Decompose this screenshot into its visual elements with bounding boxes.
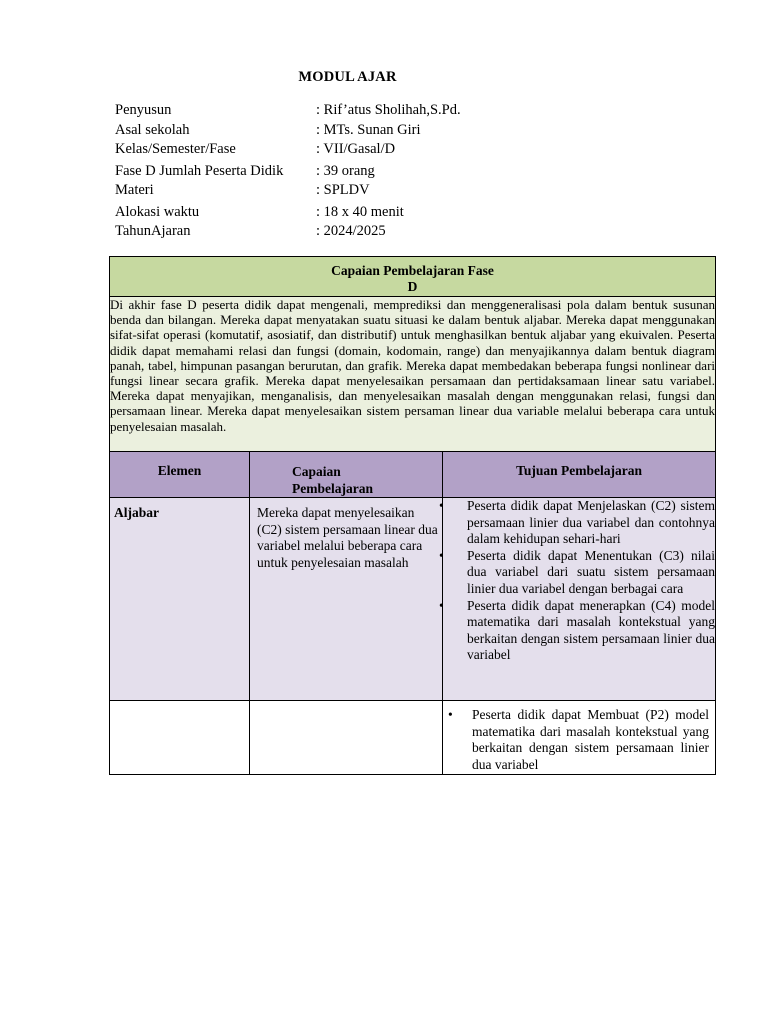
info-value: : 39 orang [316,162,375,179]
info-value: : Rif’atus Sholihah,S.Pd. [316,102,461,118]
info-label: Materi [115,182,154,198]
list-item [439,597,716,664]
info-row-kelas [115,140,675,160]
header-tujuan: Tujuan Pembelajaran [443,452,716,498]
capaian-heading-line2: D [407,279,418,294]
info-value: : 2024/2025 [316,223,386,239]
learning-table [109,256,716,775]
info-row-alokasi-waktu [115,203,675,223]
info-row-jumlah-peserta [115,162,675,182]
info-value: : MTs. Sunan Giri [316,121,421,138]
cell-tujuan [439,498,716,701]
table-row [110,498,716,701]
bullet-icon: • [439,498,444,513]
cell-elemen [110,701,250,775]
info-label: Asal sekolah [115,121,190,138]
list-item [439,498,716,548]
list-item [439,547,716,598]
capaian-heading-line1: Capaian Pembelajaran Fase [331,263,494,278]
info-label: Fase D Jumlah Peserta Didik [115,162,284,179]
info-label: Penyusun [115,102,172,118]
identity-info [115,101,675,242]
header-capaian [250,452,443,498]
info-value: : 18 x 40 menit [316,203,404,220]
cell-capaian: Mereka dapat menyelesaikan (C2) sistem persamaan linear dua variabel melalui beberapa cara untuk penyelesaian masalah [250,498,443,701]
info-value: : SPLDV [316,182,370,198]
tujuan-list [439,498,716,664]
tujuan-text: Peserta didik dapat Membuat (P2) model matematika dari masalah kontekstual yang berkaitan dengan sistem persamaan linier dua variabel [472,707,710,772]
header-capaian-line1: Capaian [292,464,341,479]
header-capaian-line2: Pembelajaran [292,481,373,496]
capaian-description: Di akhir fase D peserta didik dapat mengenali, memprediksi dan menggeneralisasi pola dalam bentuk susunan benda dan bilangan. Mereka dapat menyatakan suatu situasi ke dalam bentuk aljabar. Mereka dapat menggunakan sifat-sifat operasi (komutatif, asosiatif, dan distributif) untuk menghasilkan bentuk aljabar yang ekuivalen. Peserta didik dapat memahami relasi dan fungsi (domain, kodomain, range) dan menyajikannya dalam bentuk diagram panah, tabel, himpunan pasangan berurutan, dan grafik. Mereka dapat membedakan beberapa fungsi nonlinear dari fungsi linear secara grafik. Mereka dapat menyelesaikan persamaan dan pertidaksamaan linear satu variabel. Mereka dapat menyajikan, menganalisis, dan menyelesaikan masalah dengan menggunakan relasi, fungsi dan persamaan linear. Mereka dapat menyelesaikan sistem persaman linear dua variable melalui beberapa cara untuk penyelesaian masalah. [110,297,716,452]
tujuan-list [443,707,715,773]
bullet-icon: • [439,547,444,563]
info-row-asal-sekolah [115,121,675,141]
capaian-heading [110,257,716,297]
info-label: Alokasi waktu [115,203,200,220]
cell-capaian [250,701,443,775]
header-elemen: Elemen [110,452,250,498]
list-item [443,707,715,773]
info-row-materi [115,181,675,201]
tujuan-text: Peserta didik dapat Menjelaskan (C2) sistem persamaan linier dua variabel dan contohnya dalam kehidupan sehari-hari [467,498,716,547]
table-row [110,701,716,775]
info-label: TahunAjaran [115,223,191,239]
tujuan-text: Peserta didik dapat menerapkan (C4) model matematika dari masalah kontekstual yang berkaitan dengan sistem persamaan linier dua variabel [467,597,716,663]
bullet-icon: • [439,597,444,613]
info-value: : VII/Gasal/D [316,141,396,157]
cell-tujuan [443,701,716,775]
document-title: MODUL AJAR [298,69,397,85]
cell-elemen: Aljabar [110,498,250,701]
table-header-row [110,452,716,498]
info-label: Kelas/Semester/Fase [115,141,236,157]
tujuan-text: Peserta didik dapat Menentukan (C3) nilai dua variabel dari suatu sistem persamaan linier dua variabel dengan berbagai cara [467,547,716,596]
bullet-icon: • [448,707,453,722]
info-row-penyusun [115,101,675,121]
info-row-tahun-ajaran [115,222,675,242]
